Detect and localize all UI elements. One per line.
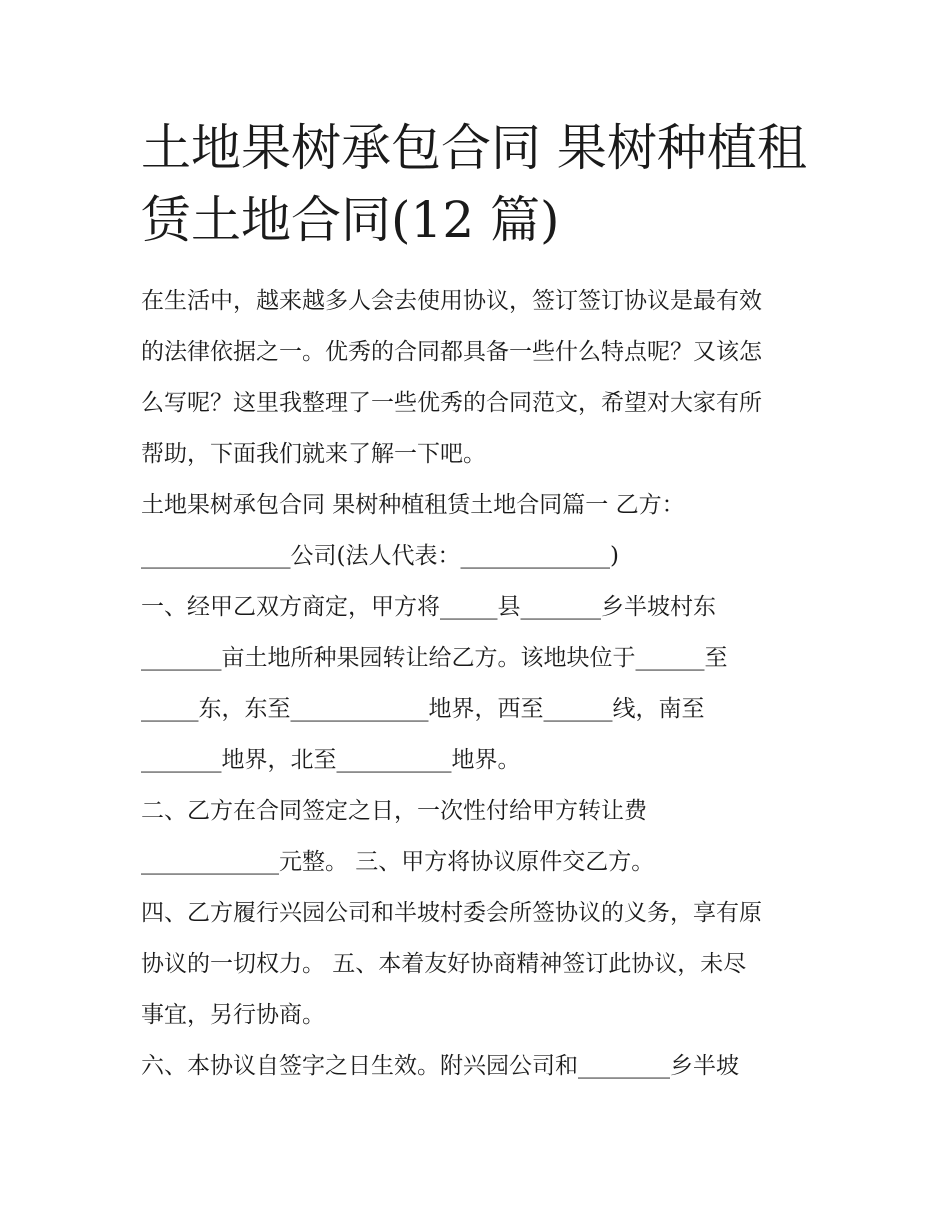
clause-four-five-paragraph	[141, 888, 821, 1041]
title-line: 土地果树承包合同 果树种植租	[141, 119, 807, 177]
document-title	[141, 112, 821, 256]
text-line: _____东，东至____________地界，西至______线，南至	[141, 696, 705, 722]
text-line: _____________公司(法人代表：_____________)	[141, 543, 619, 569]
clause-six-paragraph	[141, 1041, 821, 1092]
text-line: 六、本协议自签字之日生效。附兴园公司和________乡半坡	[141, 1053, 739, 1079]
text-line: ____________元整。 三、甲方将协议原件交乙方。	[141, 849, 655, 875]
text-line: 的法律依据之一。优秀的合同都具备一些什么特点呢？又该怎	[141, 339, 762, 365]
text-line: 在生活中，越来越多人会去使用协议，签订签订协议是最有效	[141, 288, 762, 314]
clause-two-three-paragraph	[141, 786, 821, 888]
text-line: 土地果树承包合同 果树种植租赁土地合同篇一 乙方：	[141, 492, 685, 518]
text-line: 帮助，下面我们就来了解一下吧。	[141, 441, 486, 467]
text-line: _______地界，北至__________地界。	[141, 747, 521, 773]
text-line: 协议的一切权力。 五、本着友好协商精神签订此协议，未尽	[141, 951, 747, 977]
text-line: 么写呢？这里我整理了一些优秀的合同范文，希望对大家有所	[141, 390, 762, 416]
contract-heading-paragraph	[141, 480, 821, 582]
text-line: 事宜，另行协商。	[141, 1002, 325, 1028]
text-line: 四、乙方履行兴园公司和半坡村委会所签协议的义务，享有原	[141, 900, 762, 926]
intro-paragraph	[141, 276, 821, 480]
text-line: 二、乙方在合同签定之日，一次性付给甲方转让费	[141, 798, 647, 824]
text-line: 一、经甲乙双方商定，甲方将_____县_______乡半坡村东	[141, 594, 716, 620]
text-line: _______亩土地所种果园转让给乙方。该地块位于______至	[141, 645, 728, 671]
clause-one-paragraph	[141, 582, 821, 786]
title-line: 赁土地合同(12 篇)	[141, 191, 560, 249]
